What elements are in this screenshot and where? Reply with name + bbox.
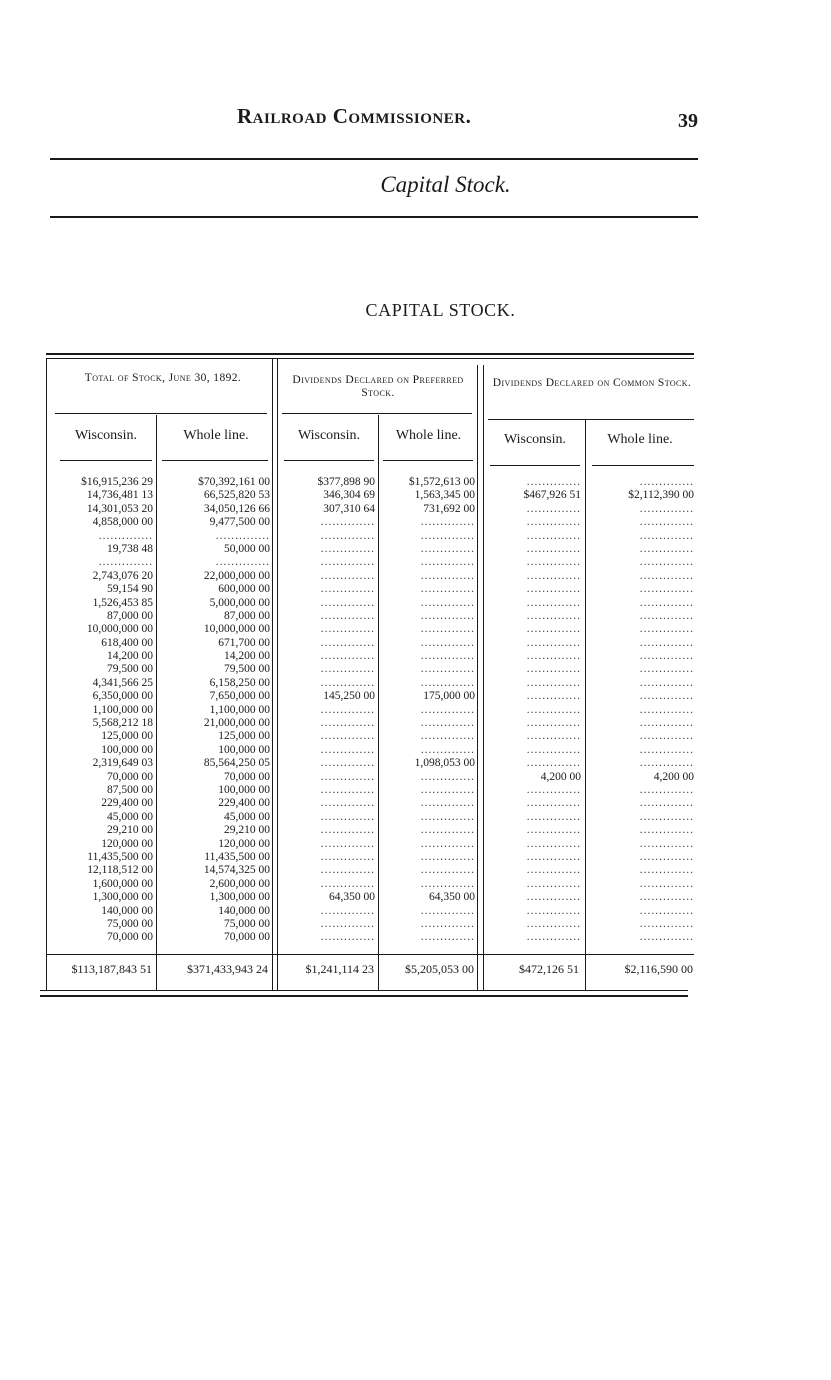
table-cell: .............. [526,476,581,488]
table-cell: .............. [320,931,375,944]
column-preferred-whole-line [381,476,475,945]
column-common-whole-line [588,476,694,945]
table-cell: .............. [526,529,581,542]
column-total-whole-line [160,476,270,945]
table-cell: .............. [420,864,475,877]
table-cell: .............. [526,583,581,596]
table-cell: .............. [320,797,375,810]
table-cell: 100,000 00 [218,783,270,796]
table-cell: $16,915,236 29 [81,476,153,488]
table-cell: .............. [526,542,581,555]
table-title: CAPITAL STOCK. [365,300,516,320]
group-divider-1a [272,358,273,990]
table-cell: 6,158,250 00 [209,676,270,689]
table-cell: 100,000 00 [218,743,270,756]
table-cell: .............. [526,650,581,663]
table-cell: .............. [639,891,694,904]
table-cell: .............. [420,569,475,582]
table-cell: .............. [320,542,375,555]
table-cell: .............. [320,904,375,917]
table-cell: .............. [526,556,581,569]
subheader-rule-2 [162,460,268,461]
table-cell: .............. [639,703,694,716]
table-cell: 120,000 00 [101,837,153,850]
table-cell: .............. [320,569,375,582]
table-cell: 1,300,000 00 [92,891,153,904]
table-cell: 1,563,345 00 [414,489,475,502]
table-cell: .............. [420,917,475,930]
table-cell: 600,000 00 [218,583,270,596]
table-cell: .............. [420,623,475,636]
table-cell: .............. [526,931,581,944]
table-cell: .............. [420,783,475,796]
table-cell: .............. [526,850,581,863]
table-cell: .............. [526,609,581,622]
table-cell: 19,738 48 [107,542,153,555]
table-cell: 120,000 00 [218,837,270,850]
group-divider-2a [477,365,478,990]
total-total-wisconsin: $113,187,843 51 [71,962,152,976]
subheader-preferred-wisconsin: Wisconsin. [297,428,361,443]
table-cell: 22,000,000 00 [203,569,270,582]
table-cell: .............. [639,730,694,743]
table-cell: .............. [526,757,581,770]
group-divider-2b [483,365,484,990]
table-cell: .............. [526,837,581,850]
table-cell: .............. [320,516,375,529]
table-cell: .............. [639,783,694,796]
section-title: Capital Stock. [380,172,511,197]
table-cell: .............. [420,797,475,810]
table-cell: .............. [639,757,694,770]
table-cell: .............. [639,502,694,515]
table-cell: .............. [526,596,581,609]
table-cell: 45,000 00 [107,810,153,823]
table-cell: 87,000 00 [224,609,270,622]
col-divider-2 [378,415,379,990]
table-cell: .............. [320,810,375,823]
table-cell: .............. [320,650,375,663]
table-cell: $2,112,390 00 [628,489,694,502]
table-cell: .............. [320,676,375,689]
group-divider-1b [277,358,278,990]
table-cell: .............. [320,864,375,877]
table-cell: .............. [320,717,375,730]
table-cell: 2,319,649 03 [92,757,153,770]
table-cell: 29,210 00 [107,824,153,837]
table-cell: .............. [639,837,694,850]
table-cell: .............. [320,877,375,890]
table-cell: .............. [639,609,694,622]
table-cell: .............. [639,623,694,636]
table-cell: .............. [420,931,475,944]
table-cell: .............. [639,476,694,488]
table-cell: 100,000 00 [101,743,153,756]
table-cell: 10,000,000 00 [203,623,270,636]
table-cell: .............. [639,690,694,703]
table-cell: .............. [320,730,375,743]
group-header-preferred-dividends: Dividends Declared on Preferred Stock. [292,374,464,399]
table-cell: .............. [639,569,694,582]
col-divider-1 [156,415,157,990]
table-cell: .............. [639,650,694,663]
table-cell: .............. [639,717,694,730]
table-cell: .............. [526,623,581,636]
table-cell: 66,525,820 53 [203,489,270,502]
table-cell: 9,477,500 00 [209,516,270,529]
table-cell: 6,350,000 00 [92,690,153,703]
table-cell: .............. [420,650,475,663]
table-cell: 4,858,000 00 [92,516,153,529]
table-cell: 14,301,053 20 [86,502,153,515]
subheader-rule-3 [284,460,374,461]
table-cell: .............. [320,824,375,837]
table-cell: 64,350 00 [329,891,375,904]
table-cell: 618,400 00 [101,636,153,649]
table-cell: .............. [526,690,581,703]
table-cell: .............. [420,824,475,837]
group-header-total-stock: Total of Stock, June 30, 1892. [84,372,242,384]
table-cell: 64,350 00 [429,891,475,904]
table-cell: .............. [526,824,581,837]
table-cell: 11,435,500 00 [204,850,270,863]
table-cell: .............. [639,824,694,837]
table-cell: .............. [420,583,475,596]
table-cell: 4,200 00 [540,770,581,783]
table-cell: .............. [420,743,475,756]
table-cell: .............. [639,931,694,944]
table-cell: 175,000 00 [423,690,475,703]
table-cell: .............. [639,850,694,863]
total-preferred-wisconsin: $1,241,114 23 [305,962,374,976]
table-cell: .............. [420,770,475,783]
table-top-rule-1 [46,353,694,355]
table-cell: 140,000 00 [218,904,270,917]
table-cell: .............. [215,556,270,569]
table-cell: 75,000 00 [107,917,153,930]
table-cell: 1,300,000 00 [209,891,270,904]
table-cell: .............. [639,917,694,930]
subheader-preferred-whole-line: Whole line. [395,428,462,443]
table-cell: .............. [526,676,581,689]
table-cell: .............. [639,596,694,609]
table-cell: 4,200 00 [653,770,694,783]
table-cell: .............. [526,810,581,823]
table-cell: .............. [639,516,694,529]
table-left-border [46,358,47,990]
table-cell: 1,100,000 00 [209,703,270,716]
table-cell: 229,400 00 [101,797,153,810]
table-cell: .............. [639,676,694,689]
table-cell: $70,392,161 00 [198,476,270,488]
table-cell: 5,000,000 00 [209,596,270,609]
table-cell: .............. [639,810,694,823]
table-bottom-rule-2 [40,995,688,997]
running-head: Railroad Commissioner. [237,104,472,128]
table-cell: .............. [526,516,581,529]
table-cell: 70,000 00 [224,931,270,944]
table-cell: .............. [526,904,581,917]
table-cell: .............. [420,542,475,555]
subheader-rule-5 [490,465,580,466]
table-cell: .............. [320,850,375,863]
table-cell: 1,526,453 85 [92,596,153,609]
subheader-total-wisconsin: Wisconsin. [74,428,138,443]
table-cell: 79,500 00 [107,663,153,676]
table-cell: 10,000,000 00 [86,623,153,636]
table-cell: .............. [420,516,475,529]
table-cell: 307,310 64 [323,502,375,515]
table-cell: .............. [320,596,375,609]
table-cell: .............. [215,529,270,542]
table-cell: .............. [420,663,475,676]
table-cell: .............. [320,743,375,756]
table-cell: .............. [420,904,475,917]
table-cell: .............. [526,569,581,582]
table-cell: $377,898 90 [317,476,375,488]
table-cell: .............. [526,730,581,743]
table-cell: 59,154 90 [107,583,153,596]
table-cell: .............. [639,542,694,555]
table-cell: .............. [320,636,375,649]
table-cell: .............. [526,663,581,676]
table-cell: 50,000 00 [224,542,270,555]
table-cell: 14,574,325 00 [203,864,270,877]
table-cell: .............. [420,529,475,542]
subheader-total-whole-line: Whole line. [183,428,249,443]
table-cell: 12,118,512 00 [87,864,153,877]
table-cell: .............. [320,623,375,636]
table-cell: 671,700 00 [218,636,270,649]
subheader-common-wisconsin: Wisconsin. [503,432,567,447]
table-cell: .............. [320,770,375,783]
table-cell: 29,210 00 [224,824,270,837]
table-cell: .............. [420,717,475,730]
table-cell: .............. [320,703,375,716]
table-cell: $1,572,613 00 [408,476,475,488]
table-cell: .............. [420,730,475,743]
column-total-wisconsin [52,476,153,945]
total-total-whole-line: $371,433,943 24 [187,962,268,976]
header-rule-top [50,158,698,160]
table-cell: .............. [320,783,375,796]
subheader-rule-4 [383,460,473,461]
table-cell: 145,250 00 [323,690,375,703]
table-cell: .............. [420,837,475,850]
group-header-rule-2 [282,413,472,414]
table-cell: 125,000 00 [218,730,270,743]
table-cell: 21,000,000 00 [203,717,270,730]
table-cell: 79,500 00 [224,663,270,676]
total-common-wisconsin: $472,126 51 [519,962,579,976]
table-cell: 14,200 00 [107,650,153,663]
table-cell: 85,564,250 05 [203,757,270,770]
total-common-whole-line: $2,116,590 00 [624,962,693,976]
table-cell: .............. [420,609,475,622]
subheader-rule-6 [592,465,694,466]
table-cell: 2,600,000 00 [209,877,270,890]
table-cell: 45,000 00 [224,810,270,823]
table-cell: 5,568,212 18 [92,717,153,730]
table-cell: .............. [526,917,581,930]
table-cell: 7,650,000 00 [209,690,270,703]
table-cell: .............. [639,797,694,810]
table-cell: 2,743,076 20 [92,569,153,582]
table-cell: .............. [639,663,694,676]
table-cell: .............. [420,596,475,609]
table-cell: .............. [320,529,375,542]
table-cell: .............. [639,743,694,756]
col-divider-3 [585,420,586,990]
table-cell: 70,000 00 [107,931,153,944]
table-cell: .............. [420,703,475,716]
table-cell: 87,000 00 [107,609,153,622]
table-cell: .............. [420,676,475,689]
table-cell: .............. [320,917,375,930]
table-cell: .............. [526,877,581,890]
table-cell: .............. [98,556,153,569]
table-top-rule-2 [46,358,694,359]
table-cell: 87,500 00 [107,783,153,796]
group-header-rule-3 [488,419,694,420]
table-cell: 70,000 00 [224,770,270,783]
column-common-wisconsin [487,476,581,945]
table-cell: .............. [420,636,475,649]
table-cell: .............. [639,904,694,917]
table-cell: .............. [639,529,694,542]
table-cell: 1,600,000 00 [92,877,153,890]
table-cell: .............. [639,583,694,596]
table-cell: .............. [526,743,581,756]
table-cell: .............. [320,556,375,569]
table-cell: .............. [639,636,694,649]
table-cell: .............. [420,810,475,823]
table-cell: .............. [639,864,694,877]
table-cell: .............. [639,556,694,569]
table-cell: 731,692 00 [423,502,475,515]
table-cell: 125,000 00 [101,730,153,743]
table-cell: 75,000 00 [224,917,270,930]
table-cell: .............. [320,757,375,770]
table-cell: .............. [98,529,153,542]
table-cell: .............. [420,556,475,569]
table-cell: .............. [320,837,375,850]
table-cell: 70,000 00 [107,770,153,783]
table-cell: .............. [320,663,375,676]
subheader-rule-1 [60,460,152,461]
column-preferred-wisconsin [282,476,375,945]
table-cell: 1,100,000 00 [92,703,153,716]
table-cell: .............. [420,877,475,890]
table-cell: 346,304 69 [323,489,375,502]
table-cell: .............. [526,703,581,716]
table-cell: 140,000 00 [101,904,153,917]
table-cell: .............. [526,891,581,904]
table-cell: 1,098,053 00 [414,757,475,770]
table-cell: .............. [320,583,375,596]
table-bottom-rule-1 [40,990,688,991]
table-cell: 229,400 00 [218,797,270,810]
group-header-rule-1 [55,413,267,414]
table-cell: 14,736,481 13 [86,489,153,502]
table-cell: 34,050,126 66 [203,502,270,515]
totals-rule [46,954,694,955]
subheader-common-whole-line: Whole line. [607,432,673,447]
table-cell: 14,200 00 [224,650,270,663]
table-cell: .............. [526,797,581,810]
table-cell: .............. [526,502,581,515]
table-cell: .............. [320,609,375,622]
table-cell: .............. [526,636,581,649]
header-rule-bottom [50,216,698,218]
table-cell: 4,341,566 25 [92,676,153,689]
table-cell: .............. [526,783,581,796]
table-cell: $467,926 51 [523,489,581,502]
table-cell: .............. [639,877,694,890]
group-header-common-dividends: Dividends Declared on Common Stock. [492,377,692,389]
table-cell: .............. [420,850,475,863]
table-cell: .............. [526,717,581,730]
page-number: 39 [678,110,698,132]
total-preferred-whole-line: $5,205,053 00 [405,962,474,976]
table-cell: 11,435,500 00 [87,850,153,863]
table-cell: .............. [526,864,581,877]
